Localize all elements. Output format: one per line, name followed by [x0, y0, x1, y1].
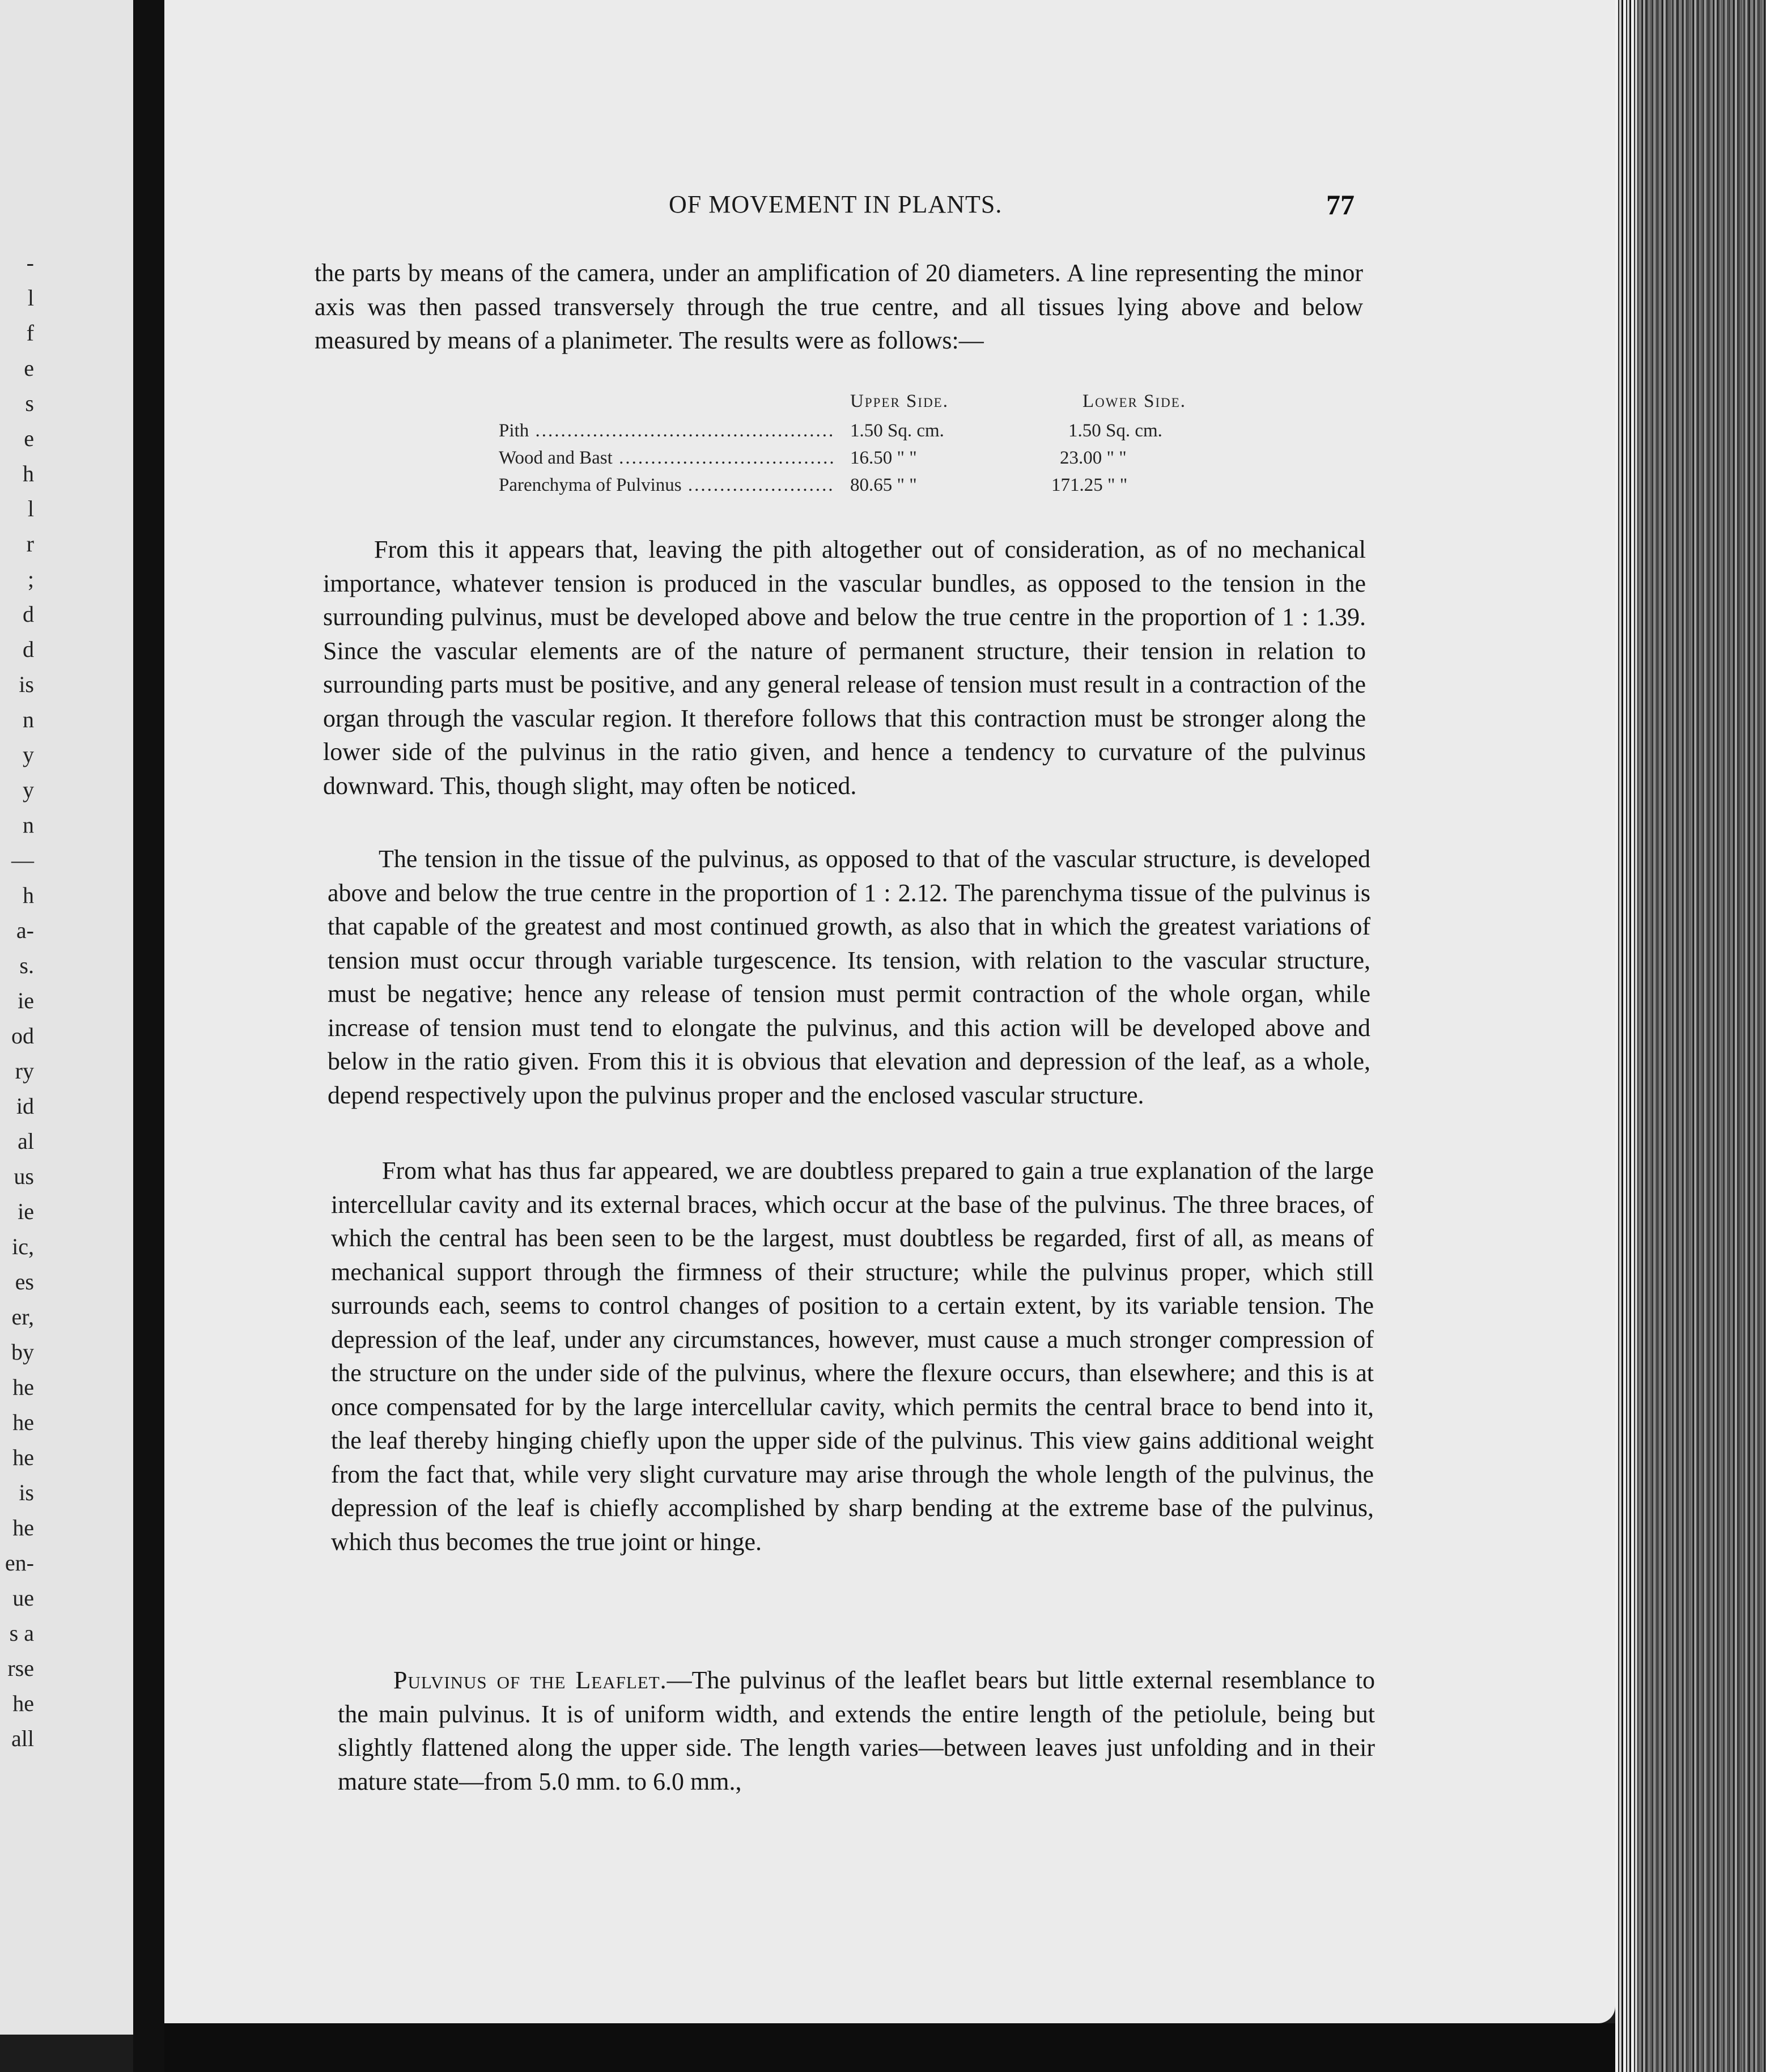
column-header-upper-side: Upper Side. [850, 391, 949, 411]
margin-fragment: is [19, 672, 34, 697]
margin-fragment: en- [5, 1550, 34, 1576]
margin-fragment: y [23, 777, 34, 803]
margin-fragment: l [27, 285, 34, 311]
left-page-margin-fragments [0, 249, 40, 1808]
row-label: Wood and Bast ..... [499, 448, 833, 469]
row-label: Pith ..... [499, 421, 833, 441]
margin-fragment: e [24, 426, 34, 451]
lower-value: 1.50 Sq. cm. [1068, 421, 1162, 441]
book-gutter [133, 0, 164, 2072]
paragraph-intro: the parts by means of the camera, under an amplification of 20 diameters. A line representing the minor axis was then passed transversely through the true centre, and all tissues lying above and below measured by means of a planimeter. The results were as follows:— [315, 259, 1363, 354]
paragraph-vascular-tension: From this it appears that, leaving the pith altogether out of consideration, as of no mechanical importance, whatever tension is produced in the vascular bundles, as opposed to the tension in the surrounding pulvinus, must be developed above and below the true centre in the proportion of 1 : 1.39. Since the vascular elements are of the nature of permanent structure, their tension in relation to surrounding parts must be positive, and any general release of tension must result in a contraction of the organ through the vascular region. It therefore follows that this contraction must be stronger along the lower side of the pulvinus in the ratio given, and hence a tendency to curvature of the pulvinus downward. This, though slight, may often be noticed. [323, 536, 1366, 800]
margin-fragment: — [11, 847, 34, 873]
margin-fragment: he [12, 1374, 34, 1400]
running-title: OF MOVEMENT IN PLANTS. [669, 190, 1003, 218]
upper-value: 1.50 Sq. cm. [850, 421, 944, 441]
margin-fragment: id [16, 1093, 34, 1119]
margin-fragment: ic, [12, 1234, 34, 1259]
margin-fragment: he [12, 1409, 34, 1435]
margin-fragment: s. [19, 953, 34, 978]
margin-fragment: od [11, 1023, 34, 1048]
margin-fragment: es [15, 1269, 34, 1294]
upper-value: 16.50 " " [850, 448, 917, 468]
paragraph-intercellular-cavity: From what has thus far appeared, we are doubtless prepared to gain a true explanation of the large intercellular cavity and its external braces, which occur at the base of the pulvinus. The three braces, of which the central has been seen to be the largest, must doubtless be regarded, first of all, as means of mechanical support through the firmness of their structure; while the pulvinus proper, which still surrounds each, seems to control changes of position to a certain extent, by its variable tension. The depression of the leaf, under any circumstances, however, must cause a much stronger compression of the structure on the under side of the pulvinus, where the flexure occurs, than elsewhere; and this is at once compensated for by the large intercellular cavity, which permits the central brace to bend into it, the leaf thereby hinging chiefly upon the upper side of the pulvinus. This view gains additional weight from the fact that, while very slight curvature may arise through the whole length of the pulvinus, the depression of the leaf is chiefly accomplished by sharp bending at the extreme base of the pulvinus, which thus becomes the true joint or hinge. [331, 1157, 1374, 1556]
page-edges [1615, 0, 1766, 2072]
margin-fragment: ue [12, 1585, 34, 1611]
table-row [499, 475, 1207, 500]
margin-fragment: by [11, 1339, 34, 1365]
margin-fragment: all [11, 1726, 34, 1751]
column-header-lower-side: Lower Side. [1082, 391, 1187, 411]
margin-fragment: h [23, 461, 34, 486]
margin-fragment: n [23, 812, 34, 838]
margin-fragment: al [18, 1128, 34, 1154]
margin-fragment: a- [16, 918, 34, 943]
margin-fragment: s a [9, 1620, 34, 1646]
lower-value: 171.25 " " [1051, 475, 1128, 495]
margin-fragment: - [26, 250, 34, 275]
margin-fragment: l [27, 496, 34, 521]
upper-value: 80.65 " " [850, 475, 917, 495]
margin-fragment: d [23, 601, 34, 627]
margin-fragment: y [23, 742, 34, 767]
margin-fragment: ie [18, 1199, 34, 1224]
margin-fragment: he [12, 1515, 34, 1540]
bottom-shadow [164, 2023, 1615, 2072]
section-heading: Pulvinus of the Leaflet. [393, 1666, 667, 1694]
margin-fragment: us [14, 1164, 34, 1189]
margin-fragment: er, [11, 1304, 34, 1330]
margin-fragment: d [23, 636, 34, 662]
margin-fragment: n [23, 707, 34, 732]
margin-fragment: e [24, 355, 34, 381]
page-number: 77 [1326, 189, 1355, 220]
paragraph-body: —The pulvinus of the leaflet bears but little external resemblance to the main pulvinus. It is of uniform width, and extends the entire length of the petiolule, being but slightly flattened along the upper side. The length varies—between leaves just unfolding and in their mature state—from 5.0 mm. to 6.0 mm., [338, 1666, 1375, 1795]
row-label: Parenchyma of Pulvinus ..... [499, 475, 833, 496]
margin-fragment: ie [18, 988, 34, 1013]
margin-fragment: h [23, 882, 34, 908]
margin-fragment: he [12, 1691, 34, 1716]
lower-value: 23.00 " " [1060, 448, 1127, 468]
margin-fragment: is [19, 1480, 34, 1505]
table-row [499, 448, 1207, 473]
left-facing-page [0, 0, 133, 2035]
margin-fragment: s [25, 390, 34, 416]
paragraph-pulvinus-of-leaflet [338, 1663, 1375, 1798]
margin-fragment: rse [7, 1655, 34, 1681]
paragraph-pulvinus-tension: The tension in the tissue of the pulvinus, as opposed to that of the vascular structure, is developed above and below the true centre in the proportion of 1 : 2.12. The parenchyma tissue of the pulvinus is that capable of the greatest and most continued growth, as also that in which the greatest variations of tension must occur through variable turgescence. Its tension, with relation to the vascular structure, must be negative; hence any release of tension must permit contraction of the whole organ, while increase of tension must tend to elongate the pulvinus, and this action will be developed above and below in the ratio given. From this it is obvious that elevation and depression of the leaf, as a whole, depend respectively upon the pulvinus proper and the enclosed vascular structure. [328, 845, 1370, 1109]
margin-fragment: r [26, 531, 34, 557]
table-row [499, 421, 1207, 445]
margin-fragment: f [26, 320, 34, 346]
margin-fragment: ; [27, 566, 34, 592]
margin-fragment: he [12, 1445, 34, 1470]
margin-fragment: ry [15, 1058, 34, 1084]
